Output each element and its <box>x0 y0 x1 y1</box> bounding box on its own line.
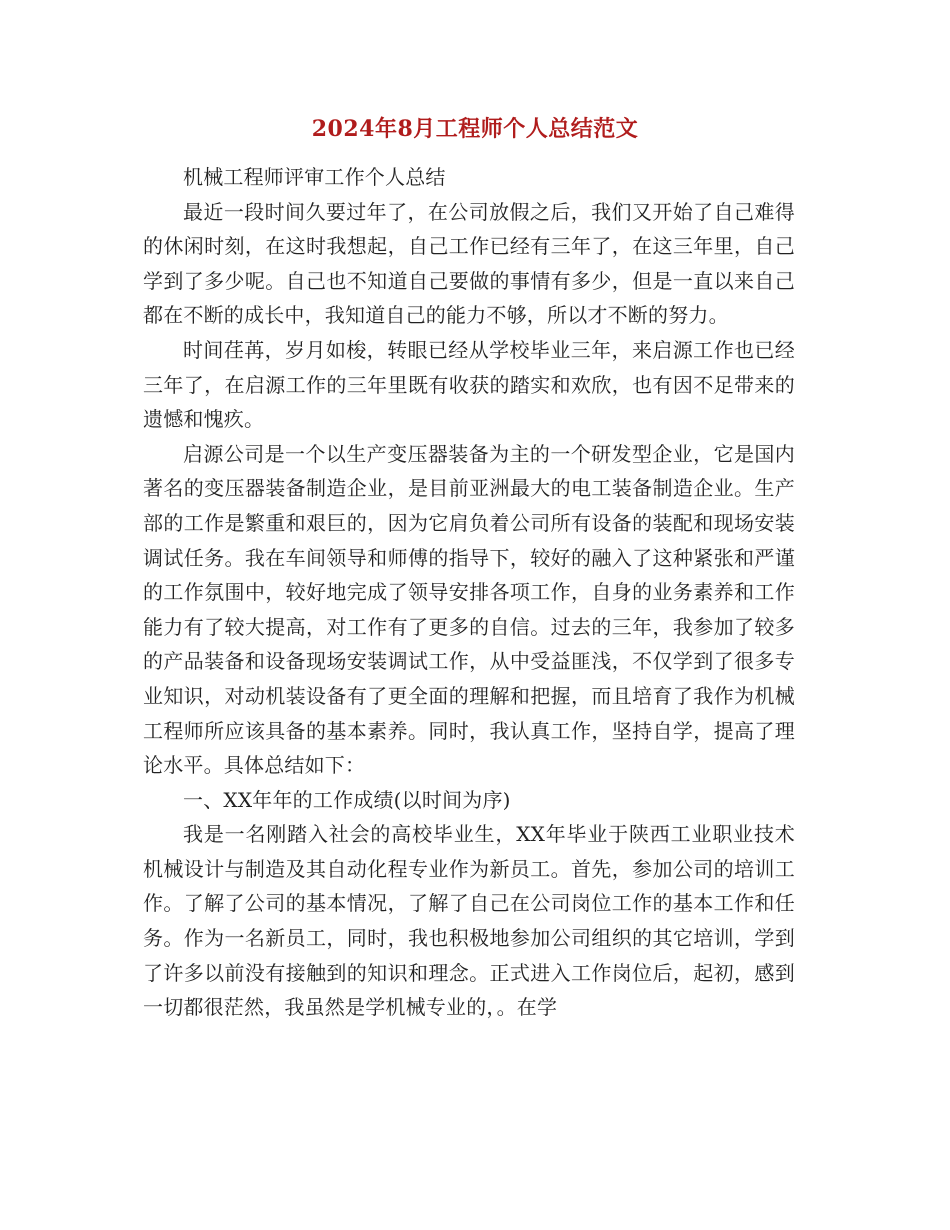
paragraph: 时间荏苒，岁月如梭，转眼已经从学校毕业三年，来启源工作也已经三年了，在启源工作的三年里既有收获的踏实和欢欣，也有因不足带来的遗憾和愧疚。 <box>143 337 795 432</box>
document-body <box>143 160 795 1025</box>
paragraph: 最近一段时间久要过年了，在公司放假之后，我们又开始了自己难得的休闲时刻，在这时我想起，自己工作已经有三年了，在这三年里，自己学到了多少呢。自己也不知道自己要做的事情有多少，但是一直以来自己都在不断的成长中，我知道自己的能力不够，所以才不断的努力。 <box>143 199 795 328</box>
section-heading: 机械工程师评审工作个人总结 <box>183 165 446 189</box>
paragraph: 启源公司是一个以生产变压器装备为主的一个研发型企业，它是国内著名的变压器装备制造企业，是目前亚洲最大的电工装备制造企业。生产部的工作是繁重和艰巨的，因为它肩负着公司所有设备的装配和现场安装调试任务。我在车间领导和师傅的指导下，较好的融入了这种紧张和严谨的工作氛围中，较好地完成了领导安排各项工作，自身的业务素养和工作能力有了较大提高，对工作有了更多的自信。过去的三年，我参加了较多的产品装备和设备现场安装调试工作，从中受益匪浅，不仅学到了很多专业知识，对动机装设备有了更全面的理解和把握，而且培育了我作为机械工程师所应该具备的基本素养。同时，我认真工作，坚持自学，提高了理论水平。具体总结如下： <box>143 441 795 778</box>
document-title: 2024年8月工程师个人总结范文 <box>311 116 639 142</box>
paragraph: 我是一名刚踏入社会的高校毕业生，XX年毕业于陕西工业职业技术机械设计与制造及其自动化程专业作为新员工。首先，参加公司的培训工作。了解了公司的基本情况，了解了自己在公司岗位工作的基本工作和任务。作为一名新员工，同时，我也积极地参加公司组织的其它培训，学到了许多以前没有接触到的知识和理念。正式进入工作岗位后，起初，感到一切都很茫然，我虽然是学机械专业的，。在学 <box>143 822 795 1020</box>
section-heading: 一、XX年年的工作成绩(以时间为序) <box>183 787 511 812</box>
